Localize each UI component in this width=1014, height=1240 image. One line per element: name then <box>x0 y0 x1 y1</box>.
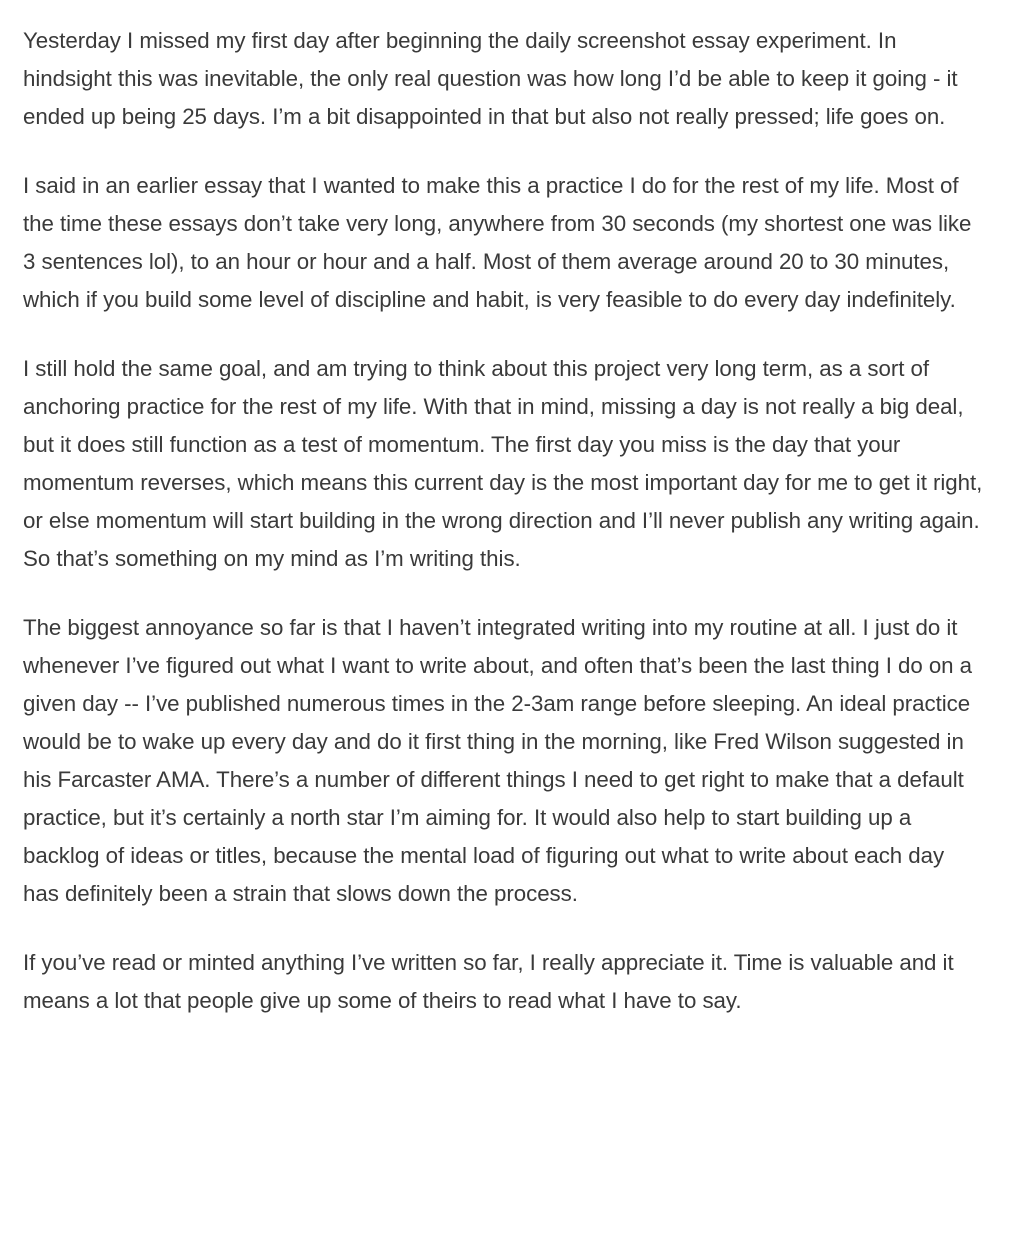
essay-paragraph-3: I still hold the same goal, and am trying to think about this project very long term, as a sort of anchoring practice for the rest of my life. With that in mind, missing a day is not really a big deal, but it does still function as a test of momentum. The first day you miss is the day that your momentum reverses, which means this current day is the most important day for me to get it right, or else momentum will start building in the wrong direction and I’ll never publish any writing again. So that’s something on my mind as I’m writing this. <box>23 356 983 571</box>
essay-paragraph-4: The biggest annoyance so far is that I haven’t integrated writing into my routine at all. I just do it whenever I’ve figured out what I want to write about, and often that’s been the last thing I do on a given day -- I’ve published numerous times in the 2-3am range before sleeping. An ideal practice would be to wake up every day and do it first thing in the morning, like Fred Wilson suggested in his Farcaster AMA. There’s a number of different things I need to get right to make that a default practice, but it’s certainly a north star I’m aiming for. It would also help to start building up a backlog of ideas or titles, because the mental load of figuring out what to write about each day has definitely been a strain that slows down the process. <box>23 615 973 906</box>
essay-paragraph-1: Yesterday I missed my first day after beginning the daily screenshot essay experiment. In hindsight this was inevitable, the only real question was how long I’d be able to keep it going - it ended up being 25 days. I’m a bit disappointed in that but also not really pressed; life goes on. <box>23 28 958 129</box>
essay-paragraph-2: I said in an earlier essay that I wanted to make this a practice I do for the rest of my life. Most of the time these essays don’t take very long, anywhere from 30 seconds (my shortest one was like 3 sentences lol), to an hour or hour and a half. Most of them average around 20 to 30 minutes, which if you build some level of discipline and habit, is very feasible to do every day indefinitely. <box>23 173 972 312</box>
essay-paragraph-5: If you’ve read or minted anything I’ve written so far, I really appreciate it. Time is valuable and it means a lot that people give up some of theirs to read what I have to say. <box>23 950 954 1013</box>
